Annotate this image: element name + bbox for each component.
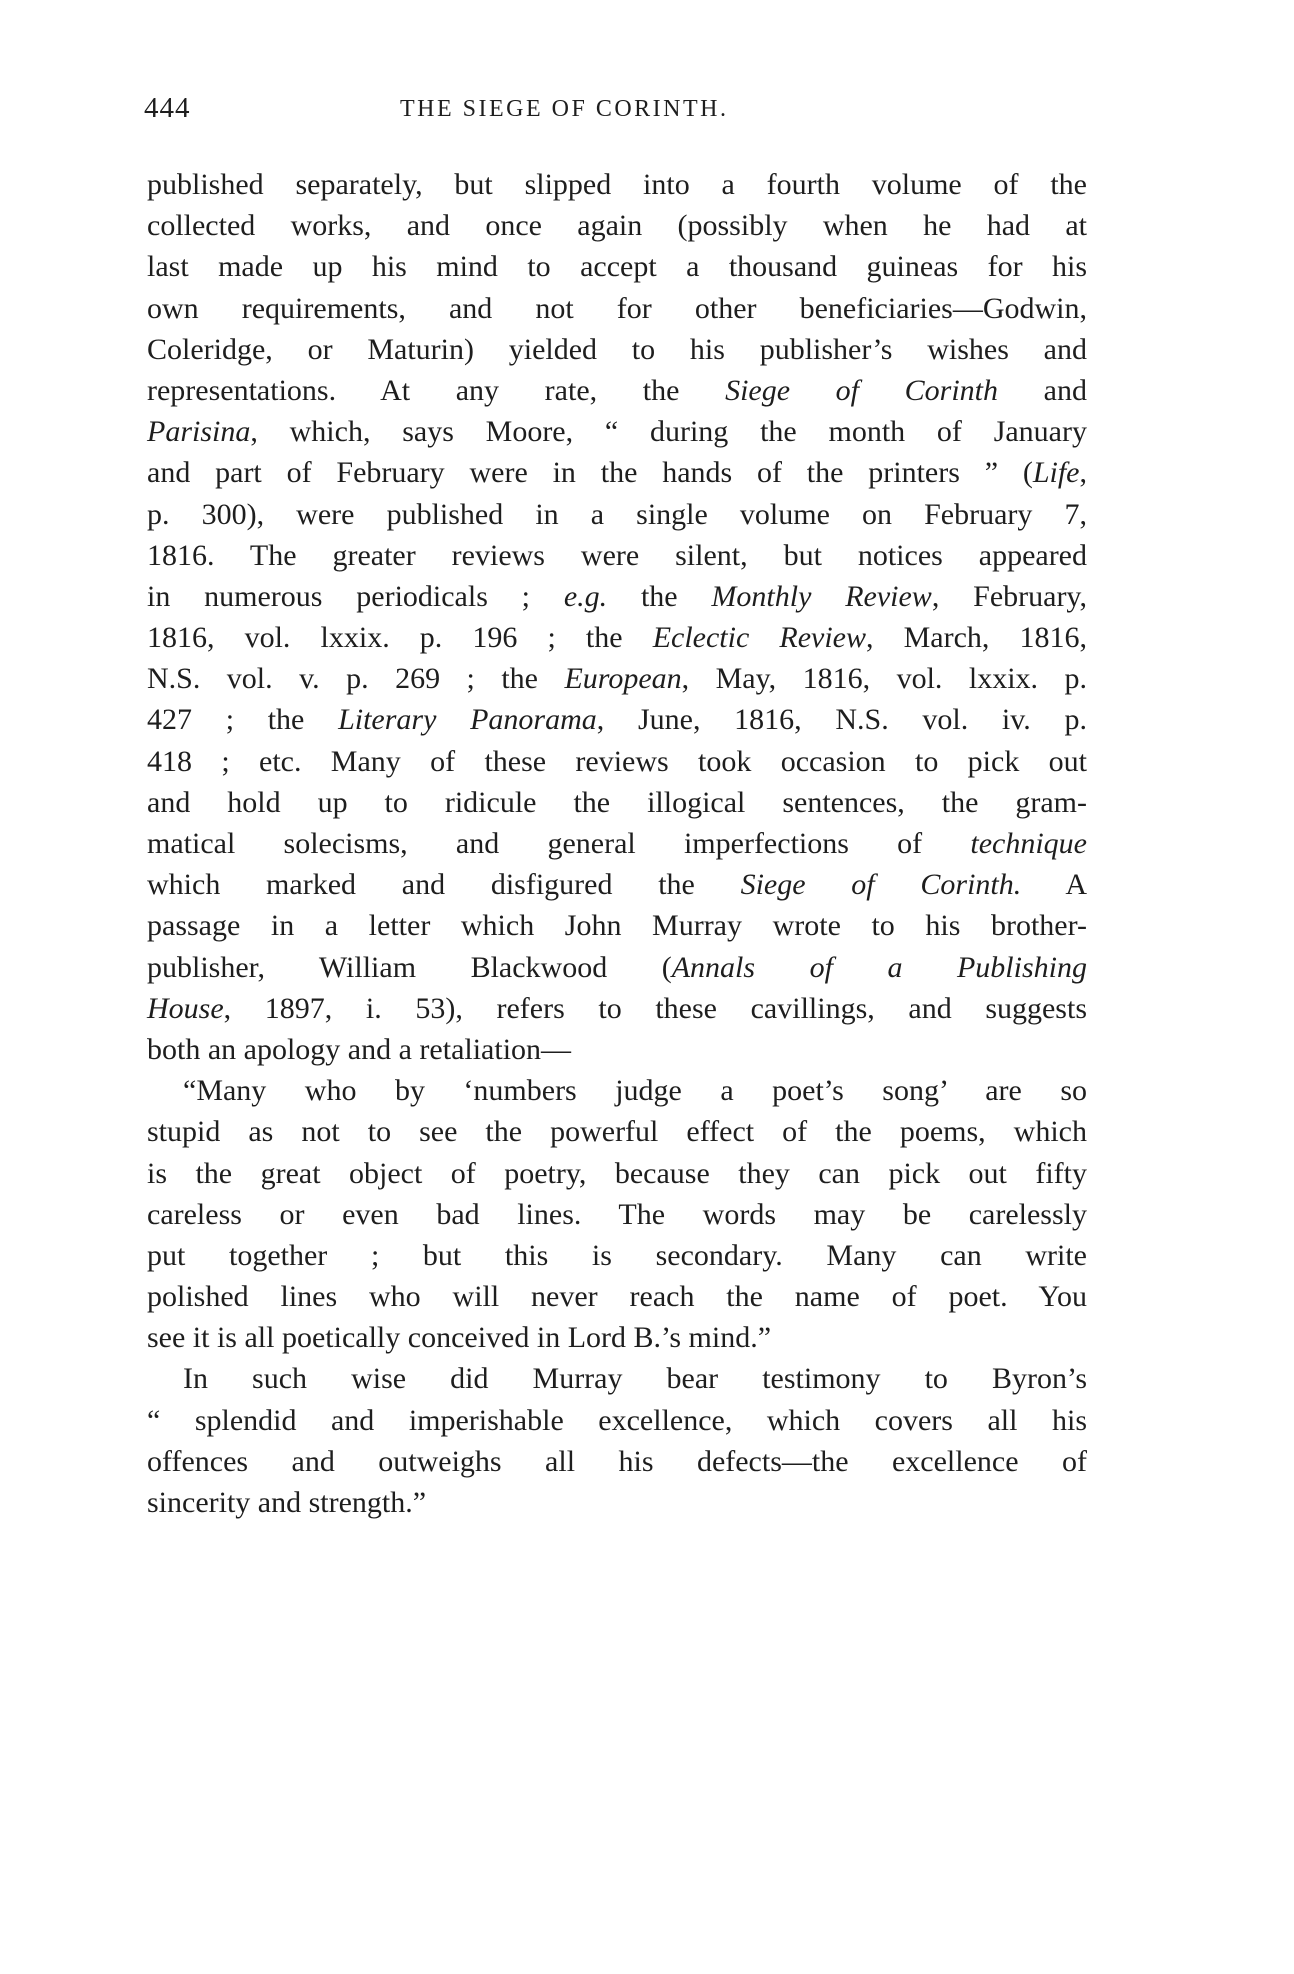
text-line: offences and outweighs all his defects—the excellence of — [147, 1444, 1087, 1478]
text-line — [147, 658, 1087, 699]
text-run: 1816, vol. lxxix. p. 196 ; the — [147, 621, 653, 655]
running-title: THE SIEGE OF CORINTH. — [400, 96, 729, 122]
italic-text: European — [564, 662, 682, 696]
body-text — [147, 164, 1087, 1523]
text-line: published separately, but slipped into a fourth volume of the — [147, 168, 1087, 201]
text-run: , which, says Moore, “ during the month of January — [250, 415, 1087, 449]
text-run: 427 ; the — [147, 703, 339, 737]
text-line — [147, 576, 1087, 617]
text-run: matical solecisms, and general imperfections of — [147, 827, 971, 860]
text-line — [147, 452, 1087, 493]
text-line — [147, 699, 1087, 740]
text-line: sincerity and strength.” — [147, 1486, 427, 1519]
text-line: and hold up to ridicule the illogical sentences, the gram- — [147, 785, 1087, 819]
italic-text: Siege of Corinth. — [740, 868, 1022, 902]
italic-text: e.g. — [563, 579, 608, 613]
text-run: , May, 1816, vol. lxxix. p. — [681, 662, 1088, 696]
text-run: , 1897, i. 53), refers to these cavillings, and suggests — [223, 991, 1087, 1025]
text-line: see it is all poetically conceived in Lord B.’s mind.” — [147, 1321, 772, 1355]
running-head — [144, 92, 1090, 128]
italic-text: Eclectic Review — [652, 621, 866, 655]
text-line: last made up his mind to accept a thousand guineas for his — [147, 250, 1087, 284]
text-run: N.S. vol. v. p. 269 ; the — [147, 662, 565, 696]
text-line: 418 ; etc. Many of these reviews took occasion to pick out — [147, 744, 1087, 778]
page-number: 444 — [144, 92, 191, 124]
text-line: Coleridge, or Maturin) yielded to his publisher’s wishes and — [147, 332, 1087, 366]
italic-text: Siege of Corinth — [725, 373, 999, 407]
text-run: representations. At any rate, the — [147, 373, 726, 407]
text-line — [147, 864, 1087, 905]
text-run: in numerous periodicals ; — [147, 579, 564, 613]
text-line: is the great object of poetry, because they can pick out fifty — [147, 1156, 1087, 1190]
text-run: , March, 1816, — [866, 621, 1087, 655]
text-line — [147, 947, 1087, 988]
text-line: both an apology and a retaliation— — [147, 1032, 572, 1066]
text-run: A — [1021, 868, 1087, 902]
text-line: polished lines who will never reach the name of poet. You — [147, 1280, 1087, 1314]
text-line — [147, 617, 1087, 658]
text-line: “ splendid and imperishable excellence, which covers all his — [147, 1403, 1087, 1437]
italic-text: Life — [1032, 456, 1080, 490]
text-run: and part of February were in the hands of the printers ” ( — [147, 456, 1033, 490]
text-line — [147, 370, 1087, 411]
italic-text: House — [147, 991, 224, 1025]
italic-text: Parisina — [147, 415, 251, 449]
text-line: In such wise did Murray bear testimony to Byron’s — [183, 1362, 1087, 1396]
text-line — [147, 988, 1087, 1029]
text-run: , — [1079, 456, 1087, 490]
text-run: , June, 1816, N.S. vol. iv. p. — [596, 703, 1088, 737]
text-run: , February, — [931, 579, 1087, 613]
italic-text: Annals of a Publishing — [671, 950, 1087, 984]
text-line — [147, 823, 1087, 864]
text-run: and — [998, 373, 1087, 407]
text-line: stupid as not to see the powerful effect of the poems, which — [147, 1115, 1087, 1149]
italic-text: Literary Panorama — [338, 703, 597, 737]
text-line: collected works, and once again (possibly when he had at — [147, 209, 1087, 243]
text-line — [147, 411, 1087, 452]
text-run: publisher, William Blackwood ( — [147, 950, 672, 984]
italic-text: Monthly Review — [711, 579, 932, 613]
italic-text: technique — [970, 827, 1087, 860]
text-line: 1816. The greater reviews were silent, but notices appeared — [147, 538, 1087, 572]
text-line: “Many who by ‘numbers judge a poet’s song’ are so — [183, 1074, 1087, 1108]
text-line: p. 300), were published in a single volume on February 7, — [147, 497, 1087, 531]
text-line: own requirements, and not for other beneficiaries—Godwin, — [147, 291, 1087, 325]
text-run: which marked and disfigured the — [147, 868, 741, 902]
text-line: passage in a letter which John Murray wrote to his brother- — [147, 909, 1087, 943]
text-run: the — [607, 579, 712, 613]
text-line: put together ; but this is secondary. Many can write — [147, 1238, 1087, 1272]
text-line: careless or even bad lines. The words may be carelessly — [147, 1197, 1087, 1231]
